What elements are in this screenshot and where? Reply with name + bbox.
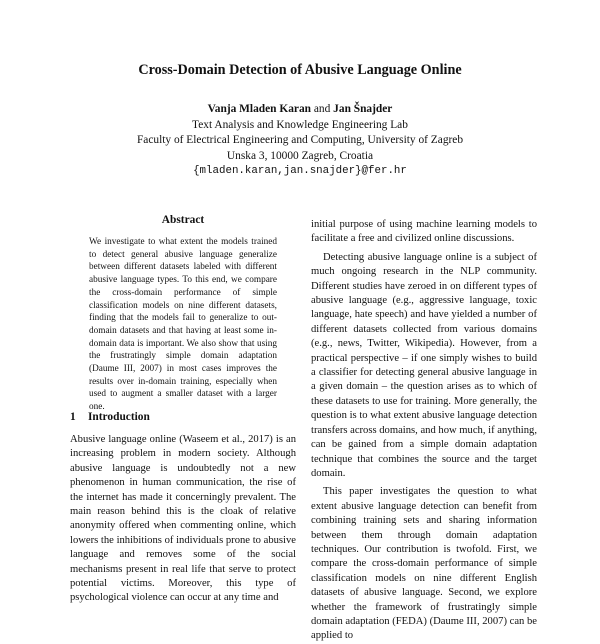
section-heading-introduction: [70, 411, 150, 423]
author-names: [0, 102, 600, 118]
author-joiner: and: [313, 103, 331, 115]
affiliation-address: Unska 3, 10000 Zagreb, Croatia: [226, 149, 374, 162]
intro-paragraph-1-continued: initial purpose of using machine learning models to facilitate a free and civilized online discussions.: [311, 219, 537, 245]
paper-title: Cross-Domain Detection of Abusive Language Online: [138, 62, 462, 78]
author-email: {mladen.karan,jan.snajder}@fer.hr: [193, 165, 407, 177]
section-title: Introduction: [88, 411, 150, 423]
section-number: 1: [70, 411, 76, 423]
left-column: [70, 433, 296, 606]
abstract-body: We investigate to what extent the models trained to detect general abusive language generalize between different datasets labeled with different abusive language types. To this end, we compare the cross-domain performance of simple classification models on nine different datasets, finding that the models fail to generalize to out-domain datasets and that having at least some in-domain data is important. We also show that using the frustratingly simple domain adaptation (Daume III, 2007) in most cases improves the results over in-domain training, especially when used to augment a smaller dataset with a larger one.: [89, 237, 277, 413]
abstract-heading: Abstract: [161, 214, 205, 226]
right-column: [311, 218, 537, 644]
affiliation-faculty: Faculty of Electrical Engineering and Computing, University of Zagreb: [136, 134, 464, 146]
affiliation-lab: Text Analysis and Knowledge Engineering Lab: [192, 118, 408, 131]
intro-paragraph-2: Detecting abusive language online is a subject of much ongoing research in the NLP community. Different studies have zeroed in on different types of abusive language (e.g., aggressive language, toxic language, hate speech) and have yielded a number of different datasets collected from various domains (e.g., news, Twitter, Wikipedia). However, from a practical perspective – if one simply wishes to build a classifier for detecting general abusive language in a given domain – the question arises as to which of these datasets to use for training. More generally, the question is to what extent abusive language detection transfers across domains, and how much, if anything, can be gained from a simple domain adaptation technique that combines the source and the target domain.: [311, 251, 537, 479]
author-1: Vanja Mladen Karan: [207, 103, 311, 115]
author-2: Jan Šnajder: [333, 103, 393, 115]
intro-paragraph-3: This paper investigates the question to what extent abusive language detection can benefit from combining training sets and sharing information between them through domain adaptation techniques. Our contribution is twofold. First, we compare the cross-domain performance of simple classification models on nine different English datasets of abusive language. Second, we explore whether the framework of frustratingly simple domain adaptation (FEDA) (Daume III, 2007) can be applied to: [311, 486, 537, 642]
intro-paragraph-1: Abusive language online (Waseem et al., 2017) is an increasing problem in modern society. Although abusive language is undoubtedly not a new phenomenon in human communication, the rise of the internet has made it concerningly prevalent. The main reason behind this is the cloak of relative anonymity offered when commenting online, which lowers the inhibitions of individuals prone to abusive language and removes some of the social mechanisms present in real life that serve to protect potential victims. Moreover, this type of psychological violence can occur at any time and: [70, 434, 296, 604]
author-block: [0, 102, 600, 180]
